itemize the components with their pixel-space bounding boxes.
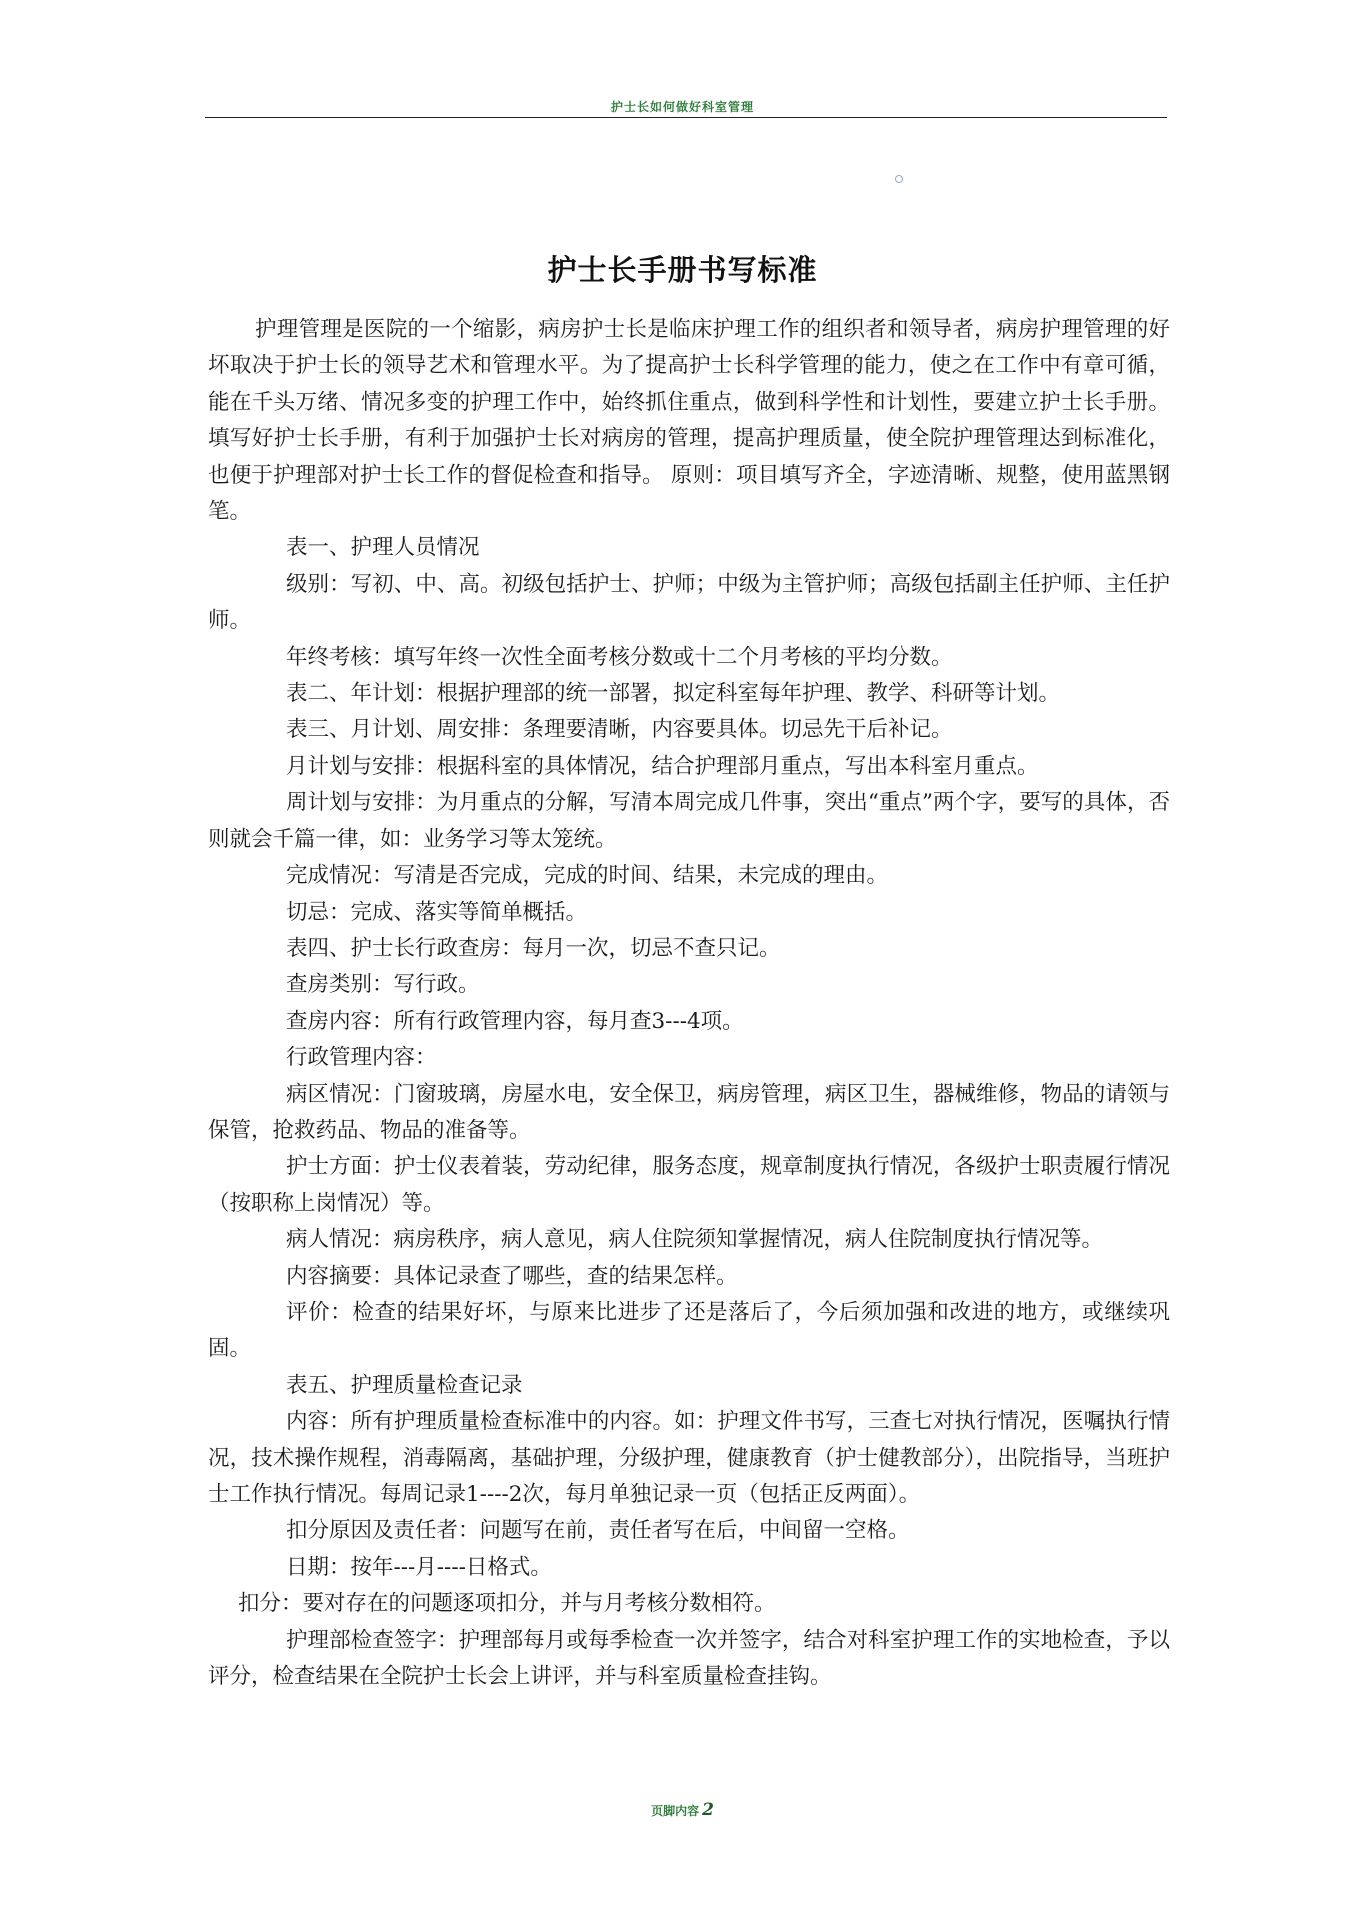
document-title: 护士长手册书写标准 bbox=[547, 253, 818, 287]
paragraph-intro: 护理管理是医院的一个缩影，病房护士长是临床护理工作的组织者和领导者，病房护理管理的好坏取决于护士长的领导艺术和管理水平。为了提高护士长科学管理的能力，使之在工作中有章可循，能在千头万绪、情况多变的护理工作中，始终抓住重点，做到科学性和计划性，要建立护士长手册。填写好护士长手册，有利于加强护士长对病房的管理，提高护理质量，使全院护理管理达到标准化，也便于护理部对护士长工作的督促检查和指导。 原则：项目填写齐全，字迹清晰、规整，使用蓝黑钢笔。 bbox=[208, 317, 1170, 525]
paragraph: 查房类别：写行政。 bbox=[286, 972, 480, 998]
paragraph: 周计划与安排：为月重点的分解，写清本周完成几件事，突出“重点”两个字，要写的具体，否则就会千篇一律，如：业务学习等太笼统。 bbox=[208, 790, 1170, 852]
paragraph: 评价：检查的结果好坏，与原来比进步了还是落后了，今后须加强和改进的地方，或继续巩固。 bbox=[208, 1299, 1170, 1362]
paragraph: 切忌：完成、落实等简单概括。 bbox=[286, 899, 588, 925]
paragraph: 扣分：要对存在的问题逐项扣分，并与月考核分数相符。 bbox=[238, 1591, 776, 1617]
paragraph: 年终考核：填写年终一次性全面考核分数或十二个月考核的平均分数。 bbox=[286, 644, 953, 670]
paragraph: 表三、月计划、周安排：条理要清晰，内容要具体。切忌先干后补记。 bbox=[286, 717, 953, 743]
page-footer bbox=[0, 1800, 1365, 1820]
paragraph: 病人情况：病房秩序，病人意见，病人住院须知掌握情况，病人住院制度执行情况等。 bbox=[286, 1227, 1104, 1253]
paragraph: 表五、护理质量检查记录 bbox=[286, 1372, 523, 1398]
paragraph: 内容：所有护理质量检查标准中的内容。如：护理文件书写，三查七对执行情况，医嘱执行情况，技术操作规程，消毒隔离，基础护理，分级护理，健康教育（护士健教部分），出院指导，当班护士工作执行情况。每周记录1----2次，每月单独记录一页（包括正反两面）。 bbox=[208, 1409, 1170, 1507]
document-body bbox=[208, 312, 1170, 1695]
paragraph: 完成情况：写清是否完成，完成的时间、结果，未完成的理由。 bbox=[286, 863, 889, 889]
paragraph: 表四、护士长行政查房：每月一次，切忌不查只记。 bbox=[286, 935, 781, 961]
header-rule bbox=[205, 117, 1167, 118]
paragraph: 日期：按年---月----日格式。 bbox=[286, 1554, 552, 1580]
footer-label: 页脚内容 bbox=[651, 1804, 700, 1818]
paragraph: 护士方面：护士仪表着装，劳动纪律，服务态度，规章制度执行情况，各级护士职责履行情况（按职称上岗情况）等。 bbox=[208, 1154, 1170, 1216]
paragraph: 护理部检查签字：护理部每月或每季检查一次并签字，结合对科室护理工作的实地检查，予以评分，检查结果在全院护士长会上讲评，并与科室质量检查挂钩。 bbox=[208, 1627, 1170, 1690]
paragraph: 表二、年计划：根据护理部的统一部署，拟定科室每年护理、教学、科研等计划。 bbox=[286, 681, 1061, 707]
paragraph: 扣分原因及责任者：问题写在前，责任者写在后，中间留一空格。 bbox=[286, 1518, 910, 1544]
running-header: 护士长如何做好科室管理 bbox=[610, 100, 754, 114]
paragraph: 查房内容：所有行政管理内容，每月查3---4项。 bbox=[286, 1008, 744, 1034]
paragraph: 级别：写初、中、高。初级包括护士、护师；中级为主管护师；高级包括副主任护师、主任护师。 bbox=[208, 571, 1170, 634]
paragraph: 表一、护理人员情况 bbox=[286, 535, 480, 561]
page-number: 2 bbox=[702, 1800, 714, 1820]
paragraph: 内容摘要：具体记录查了哪些，查的结果怎样。 bbox=[286, 1263, 738, 1289]
paragraph: 行政管理内容： bbox=[286, 1045, 437, 1071]
paragraph: 月计划与安排：根据科室的具体情况，结合护理部月重点，写出本科室月重点。 bbox=[286, 753, 1039, 779]
paragraph: 病区情况：门窗玻璃，房屋水电，安全保卫，病房管理，病区卫生，器械维修，物品的请领与保管，抢救药品、物品的准备等。 bbox=[208, 1081, 1170, 1143]
scan-speck bbox=[895, 175, 903, 183]
